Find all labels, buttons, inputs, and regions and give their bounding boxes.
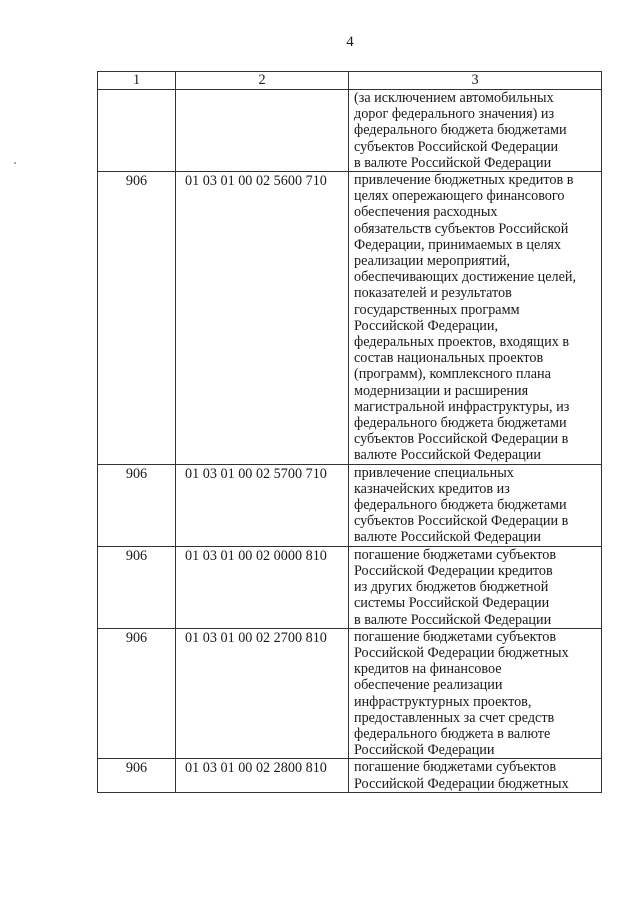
description-line: Российской Федерации (354, 742, 495, 759)
admin-code-cell: 906 (98, 628, 176, 759)
description-line: в валюте Российской Федерации (354, 154, 552, 171)
description-line: (программ), комплексного плана (354, 366, 551, 383)
description-line: привлечение бюджетных кредитов в (354, 172, 574, 189)
description-line: федерального бюджета бюджетами (354, 497, 567, 514)
description-line: реализации мероприятий, (354, 253, 511, 270)
description-line: обеспечение реализации (354, 677, 503, 694)
description-line: обеспечивающих достижение целей, (354, 269, 577, 286)
scan-speck (14, 162, 16, 164)
description-line: привлечение специальных (354, 464, 514, 481)
budget-code-cell: 01 03 01 00 02 0000 810 (176, 546, 349, 628)
description-line: федеральных проектов, входящих в (354, 334, 570, 351)
table-body (98, 90, 602, 793)
description-line: валюте Российской Федерации (354, 447, 541, 464)
description-line: субъектов Российской Федерации в (354, 513, 569, 530)
description-line: погашение бюджетами субъектов (354, 546, 557, 563)
description-line: субъектов Российской Федерации (354, 138, 559, 155)
column-header-1: 1 (98, 72, 176, 90)
description-line: системы Российской Федерации (354, 595, 550, 612)
description-line: федерального бюджета бюджетами (354, 122, 567, 139)
description-line: погашение бюджетами субъектов (354, 759, 557, 776)
table-row (98, 90, 602, 172)
description-line: состав национальных проектов (354, 350, 544, 367)
table-header-row (98, 72, 602, 90)
description-line: Федерации, принимаемых в целях (354, 236, 562, 253)
description-line: инфраструктурных проектов, (354, 693, 532, 710)
description-line: (за исключением автомобильных (354, 90, 554, 106)
description-line: казначейских кредитов из (354, 480, 510, 497)
admin-code-cell: 906 (98, 464, 176, 546)
table-row (98, 546, 602, 628)
description-line: кредитов на финансовое (354, 661, 502, 678)
table-row (98, 759, 602, 792)
table-row (98, 628, 602, 759)
description-line: Российской Федерации бюджетных (354, 644, 569, 661)
admin-code-cell: 906 (98, 759, 176, 792)
admin-code-cell (98, 90, 176, 172)
budget-code-cell (176, 90, 349, 172)
description-cell (349, 172, 602, 465)
description-line: государственных программ (354, 301, 520, 318)
description-line: Российской Федерации бюджетных (354, 775, 569, 792)
description-line: погашение бюджетами субъектов (354, 628, 557, 645)
description-line: дорог федерального значения) из (354, 106, 555, 123)
description-line: федерального бюджета бюджетами (354, 415, 567, 432)
budget-code-cell: 01 03 01 00 02 2800 810 (176, 759, 349, 792)
description-line: федерального бюджета в валюте (354, 725, 551, 742)
page-number: 4 (346, 34, 354, 50)
admin-code-cell: 906 (98, 172, 176, 465)
description-cell (349, 628, 602, 759)
description-cell (349, 546, 602, 628)
description-line: Российской Федерации, (354, 317, 499, 334)
description-cell (349, 90, 602, 172)
budget-code-cell: 01 03 01 00 02 5700 710 (176, 464, 349, 546)
description-line: валюте Российской Федерации (354, 529, 541, 546)
description-line: предоставленных за счет средств (354, 709, 555, 726)
budget-codes-table (97, 71, 602, 793)
column-header-3: 3 (349, 72, 602, 90)
description-line: показателей и результатов (354, 285, 512, 302)
description-line: обеспечения расходных (354, 204, 498, 221)
description-cell (349, 464, 602, 546)
description-line: модернизации и расширения (354, 382, 529, 399)
table-row (98, 464, 602, 546)
description-line: Российской Федерации кредитов (354, 562, 553, 579)
description-line: из других бюджетов бюджетной (354, 579, 549, 596)
admin-code-cell: 906 (98, 546, 176, 628)
column-header-2: 2 (176, 72, 349, 90)
description-line: субъектов Российской Федерации в (354, 431, 569, 448)
description-line: магистральной инфраструктуры, из (354, 398, 570, 415)
description-line: целях опережающего финансового (354, 188, 565, 205)
description-line: в валюте Российской Федерации (354, 611, 552, 628)
budget-code-cell: 01 03 01 00 02 2700 810 (176, 628, 349, 759)
budget-code-cell: 01 03 01 00 02 5600 710 (176, 172, 349, 465)
description-cell (349, 759, 602, 792)
description-line: обязательств субъектов Российской (354, 220, 569, 237)
table-row (98, 172, 602, 465)
